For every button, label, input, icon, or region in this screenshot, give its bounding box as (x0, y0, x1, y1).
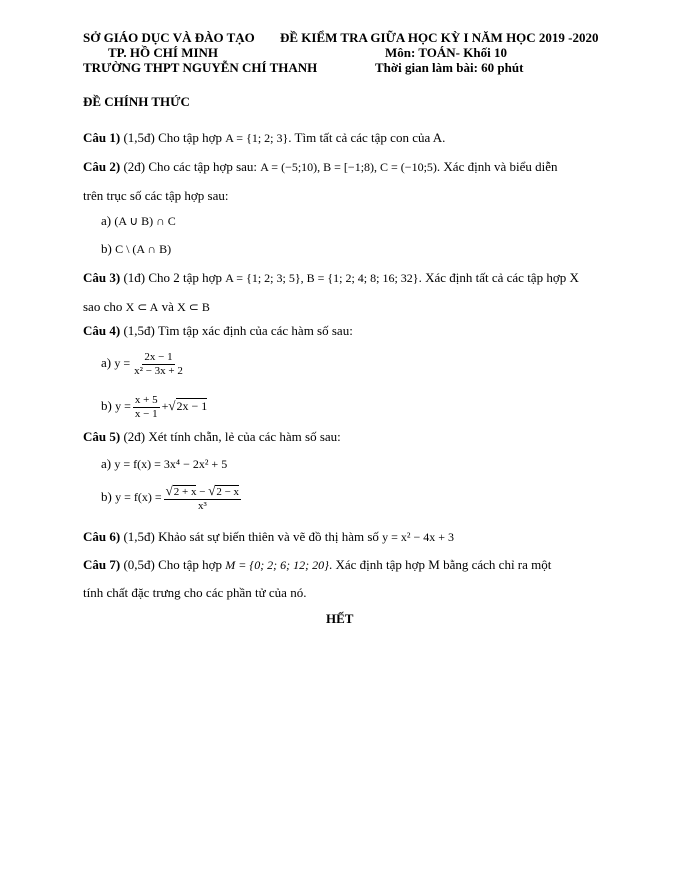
question-label: Câu 4) (83, 323, 121, 338)
math-expression: y = (114, 356, 131, 370)
question-label: Câu 7) (83, 557, 121, 572)
part-label: a) (101, 213, 112, 228)
question-text: (0,5đ) Cho tập hợp (120, 557, 226, 572)
math-expression: (A ∪ B) ∩ C (114, 214, 176, 228)
fraction (164, 484, 241, 513)
question-text: (1,5đ) Cho tập hợp (120, 130, 226, 145)
radicand: 2x − 1 (176, 399, 208, 413)
question-text: . Xác định và biểu diễn (436, 159, 558, 174)
math-expression: A = (−5;10), B = [−1;8), C = (−10;5) (260, 160, 437, 174)
sqrt-icon: √ (208, 482, 216, 498)
question-4-part-a (101, 349, 187, 378)
question-label: Câu 2) (83, 159, 121, 174)
fraction (132, 351, 185, 378)
question-2-line2: trên trục số các tập hợp sau: (83, 188, 229, 203)
part-label: b) (101, 489, 112, 504)
duration: Thời gian làm bài: 60 phút (375, 60, 524, 75)
question-4 (83, 323, 353, 339)
end-marker: HẾT (326, 611, 354, 626)
question-3 (83, 270, 579, 286)
question-text: . Xác định tập hợp M bằng cách chỉ ra một (328, 557, 552, 572)
denominator: x² − 3x + 2 (134, 364, 183, 377)
question-label: Câu 3) (83, 270, 121, 285)
department-name: SỞ GIÁO DỤC VÀ ĐÀO TẠO (83, 30, 255, 45)
math-expression: M = {0; 2; 6; 12; 20} (225, 558, 329, 572)
question-label: Câu 6) (83, 529, 121, 544)
question-text: (2đ) Cho các tập hợp sau: (120, 159, 261, 174)
denominator: x − 1 (134, 407, 158, 420)
question-text: sao cho (83, 299, 126, 314)
question-text: (2đ) Xét tính chẵn, lẻ của các hàm số sau: (120, 429, 341, 444)
exam-title: ĐỀ KIỂM TRA GIỮA HỌC KỲ I NĂM HỌC 2019 -2020 (280, 30, 599, 45)
question-text: (1,5đ) Khảo sát sự biến thiên và vẽ đồ thị hàm số (120, 529, 383, 544)
question-4-part-b (101, 392, 207, 421)
official-label: ĐỀ CHÍNH THỨC (83, 94, 190, 109)
minus-sign: − (199, 485, 206, 498)
denominator: x³ (197, 499, 207, 512)
part-label: a) (101, 355, 112, 370)
part-label: a) (101, 456, 112, 471)
math-expression: X ⊂ A (125, 300, 159, 314)
question-label: Câu 5) (83, 429, 121, 444)
question-text: và (158, 299, 178, 314)
numerator (164, 484, 241, 500)
numerator: 2x − 1 (144, 350, 173, 363)
sqrt-icon: √ (165, 482, 173, 498)
question-text: . Tìm tất cả các tập con của A. (288, 130, 446, 145)
radicand: 2 + x (173, 485, 197, 498)
question-5 (83, 429, 341, 445)
question-2-part-a (101, 213, 176, 229)
question-label: Câu 1) (83, 130, 121, 145)
question-text: . Xác định tất cả các tập hợp X (418, 270, 579, 285)
question-2-part-b (101, 241, 171, 257)
subject: Môn: TOÁN- Khối 10 (385, 45, 507, 60)
city-name: TP. HỒ CHÍ MINH (108, 45, 219, 60)
school-name: TRƯỜNG THPT NGUYỄN CHÍ THANH (83, 60, 318, 75)
math-expression: A = {1; 2; 3} (225, 131, 289, 145)
question-1 (83, 130, 445, 146)
math-expression: y = f(x) = 3x⁴ − 2x² + 5 (114, 457, 228, 471)
numerator: x + 5 (134, 393, 158, 406)
question-5-part-b (101, 482, 243, 513)
math-expression: y = x² − 4x + 3 (382, 530, 455, 544)
question-6 (83, 529, 454, 545)
math-expression: A = {1; 2; 3; 5}, B = {1; 2; 4; 8; 16; 32} (225, 271, 419, 285)
math-expression: X ⊂ B (177, 300, 210, 314)
plus-sign: + (161, 399, 169, 413)
question-3-line2 (83, 299, 210, 315)
question-7-line2: tính chất đặc trưng cho các phần tử của nó. (83, 585, 307, 600)
question-text: (1đ) Cho 2 tập hợp (120, 270, 226, 285)
sqrt-icon: √ (168, 398, 176, 413)
question-2 (83, 159, 557, 175)
math-expression: y = f(x) = (115, 490, 162, 504)
fraction (133, 394, 160, 421)
math-expression: y = (115, 399, 131, 413)
part-label: b) (101, 398, 112, 413)
question-5-part-a (101, 456, 227, 472)
question-text: (1,5đ) Tìm tập xác định của các hàm số sau: (120, 323, 353, 338)
radicand: 2 − x (216, 485, 240, 498)
math-expression: C \ (A ∩ B) (115, 242, 172, 256)
question-7 (83, 557, 551, 573)
part-label: b) (101, 241, 112, 256)
